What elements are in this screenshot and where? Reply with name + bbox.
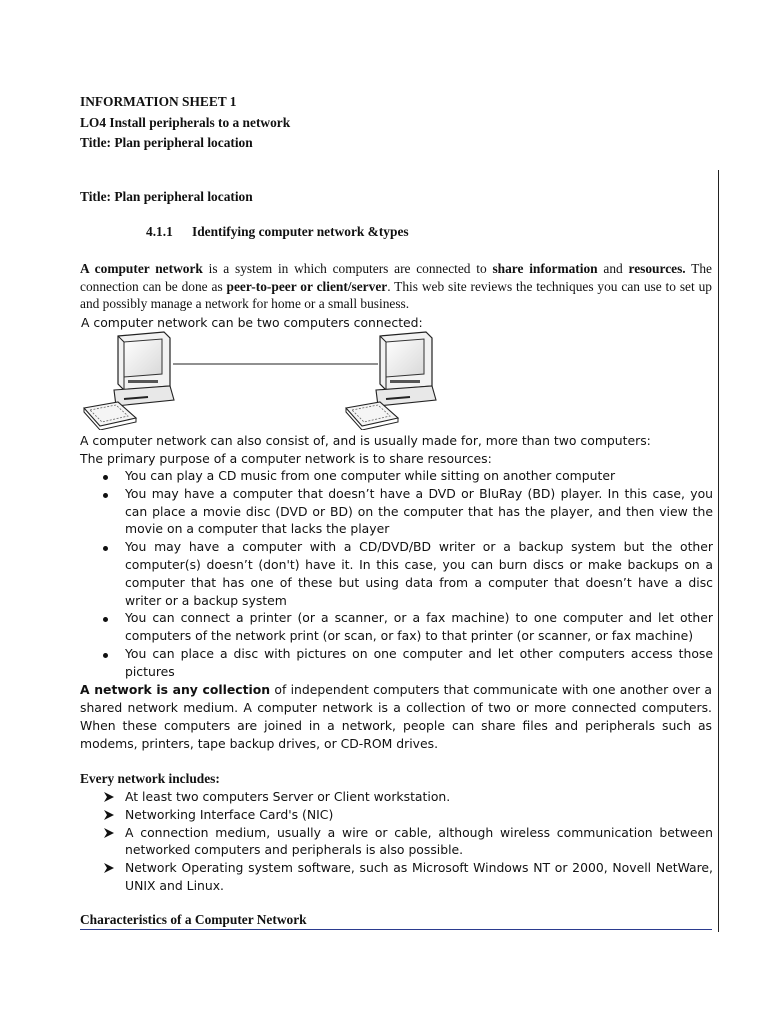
list-item-text: Networking Interface Card's (NIC) (125, 806, 334, 822)
purpose-bullet-list (103, 467, 713, 681)
purpose-line: The primary purpose of a computer network is to share resources: (80, 451, 492, 466)
list-item (103, 806, 713, 824)
computer-icon (84, 332, 174, 430)
subsection-title: Identifying computer network &types (192, 224, 409, 239)
list-item (103, 538, 713, 609)
list-item (103, 824, 713, 860)
network-definition-text: of independent computers that communicate with one another over a shared network medium. A computer network is a collection of two or more connected computers. When these computers are joined in a network, people can share files and peripherals such as modems, printers, tape backup drives, or CD-ROM drives. (80, 682, 713, 751)
more-computers-line: A computer network can also consist of, and is usually made for, more than two computers: (80, 433, 651, 448)
list-item-text: A connection medium, usually a wire or cable, although wireless communication between networked computers and peripherals is also possible. (125, 824, 713, 858)
bullet-icon (103, 617, 108, 622)
list-item (103, 859, 713, 895)
two-computers-illustration (78, 330, 438, 430)
intro-term: A computer network (80, 261, 203, 276)
intro-bold-3: peer-to-peer or client/server (226, 278, 388, 294)
sheet-title: INFORMATION SHEET 1 (80, 94, 237, 109)
intro-text-2: and (597, 261, 629, 276)
intro-bold-1: share information (492, 261, 598, 276)
computer-icon (346, 332, 436, 430)
intro-text-4: . This web site reviews the techniques you can use to set up and possibly manage a network for home or a small business. (80, 278, 712, 312)
list-item (103, 485, 713, 538)
includes-heading: Every network includes: (80, 771, 220, 786)
characteristics-heading: Characteristics of a Computer Network (80, 912, 307, 927)
subsection-number: 4.1.1 (146, 224, 173, 239)
list-item-text: You may have a computer with a CD/DVD/BD writer or a backup system but the other computer(s) doesn’t (don't) have it. In this case, you can burn discs or make backups on a computer that has one of these but using data from a computer that doesn’t have a disc writer or a backup system (125, 539, 713, 608)
bullet-icon (103, 546, 108, 551)
list-item-text: You can connect a printer (or a scanner, or a fax machine) to one computer and let other computers of the network print (or scan, or fax) to that printer (or scanner, or fax machine) (125, 610, 713, 644)
two-computers-caption: A computer network can be two computers connected: (81, 315, 423, 330)
list-item-text: You can play a CD music from one computer while sitting on another computer (125, 468, 616, 483)
intro-text-1: is a system in which computers are connected to (202, 261, 493, 276)
header-title: Title: Plan peripheral location (80, 135, 253, 150)
intro-bold-2: resources. (628, 261, 686, 276)
subsection-heading (146, 224, 409, 240)
list-item (103, 788, 713, 806)
includes-list (103, 788, 713, 895)
list-item-text: At least two computers Server or Client workstation. (125, 789, 451, 804)
network-definition-paragraph (80, 681, 712, 753)
arrow-bullet-icon (103, 862, 115, 874)
learning-outcome: LO4 Install peripherals to a network (80, 115, 291, 130)
bullet-icon (103, 475, 108, 480)
bullet-icon (103, 493, 108, 498)
list-item-text: You may have a computer that doesn’t have a DVD or BluRay (BD) player. In this case, you can place a movie disc (DVD or BD) on the computer that has the player, and then view the movie on a computer that lacks the player (125, 485, 713, 537)
intro-paragraph (80, 260, 712, 313)
heading-underline (80, 929, 712, 930)
bullet-icon (103, 653, 108, 658)
arrow-bullet-icon (103, 791, 115, 803)
section-title: Title: Plan peripheral location (80, 189, 253, 204)
arrow-bullet-icon (103, 827, 115, 839)
list-item-text: Network Operating system software, such as Microsoft Windows NT or 2000, Novell NetWare, UNIX and Linux. (125, 860, 713, 893)
list-item (103, 609, 713, 645)
margin-rule (718, 170, 719, 932)
list-item-text: You can place a disc with pictures on one computer and let other computers access those pictures (125, 645, 713, 679)
intro-text-3: The connection can be done as (80, 261, 712, 294)
network-term: A network is any collection (80, 682, 271, 697)
list-item (103, 645, 713, 681)
list-item (103, 467, 713, 485)
arrow-bullet-icon (103, 809, 115, 821)
